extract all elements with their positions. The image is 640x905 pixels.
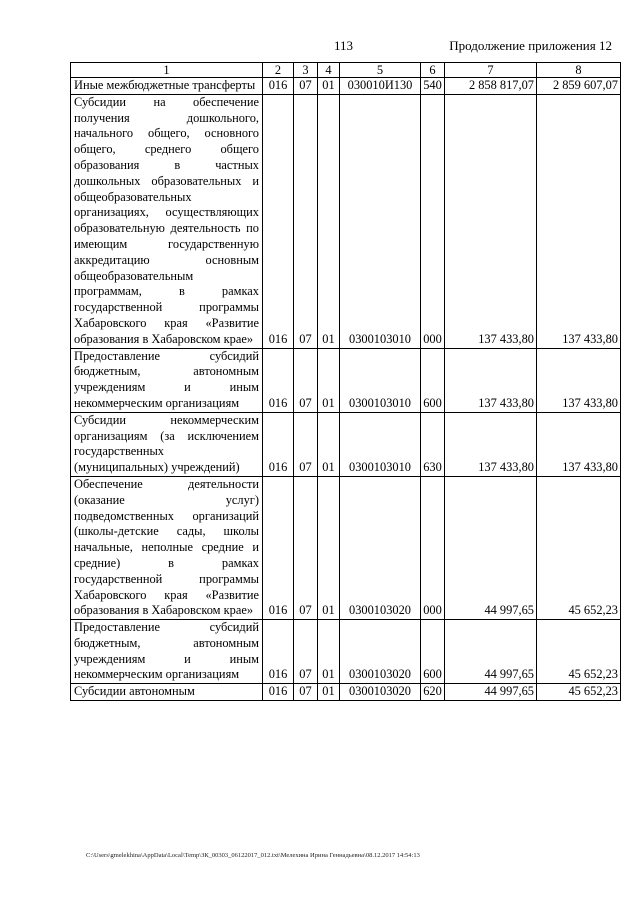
column-header: 1 xyxy=(71,63,263,78)
expense-type-code: 000 xyxy=(421,476,445,619)
amount-col8: 45 652,23 xyxy=(537,684,621,701)
file-path-footer: C:\Users\gmelekhina\AppData\Local\Temp\ЗК_00303_06122017_012.txt\Мелехина Ирина Геннадьевна\08.12.2017 14:54:13 xyxy=(86,852,420,859)
amount-col7: 137 433,80 xyxy=(445,412,537,476)
amount-col8: 137 433,80 xyxy=(537,94,621,348)
section-code: 07 xyxy=(294,476,318,619)
subsection-code: 01 xyxy=(318,684,340,701)
row-name: Иные межбюджетные трансферты xyxy=(71,78,263,95)
column-header: 2 xyxy=(263,63,294,78)
amount-col7: 137 433,80 xyxy=(445,348,537,412)
column-header: 7 xyxy=(445,63,537,78)
ministry-code: 016 xyxy=(263,620,294,684)
amount-col7: 137 433,80 xyxy=(445,94,537,348)
column-header: 5 xyxy=(340,63,421,78)
target-article-code: 0300103010 xyxy=(340,412,421,476)
ministry-code: 016 xyxy=(263,348,294,412)
expense-type-code: 000 xyxy=(421,94,445,348)
amount-col7: 44 997,65 xyxy=(445,620,537,684)
subsection-code: 01 xyxy=(318,620,340,684)
section-code: 07 xyxy=(294,684,318,701)
table-row xyxy=(71,684,621,701)
table-header-row xyxy=(71,63,621,78)
target-article-code: 0300103020 xyxy=(340,684,421,701)
section-code: 07 xyxy=(294,94,318,348)
column-header: 8 xyxy=(537,63,621,78)
budget-table xyxy=(70,62,621,701)
subsection-code: 01 xyxy=(318,94,340,348)
expense-type-code: 620 xyxy=(421,684,445,701)
amount-col8: 45 652,23 xyxy=(537,620,621,684)
row-name: Субсидии автономным xyxy=(71,684,263,701)
amount-col7: 44 997,65 xyxy=(445,476,537,619)
expense-type-code: 600 xyxy=(421,348,445,412)
amount-col8: 137 433,80 xyxy=(537,348,621,412)
ministry-code: 016 xyxy=(263,476,294,619)
table-row xyxy=(71,94,621,348)
amount-col8: 137 433,80 xyxy=(537,412,621,476)
target-article-code: 0300103010 xyxy=(340,348,421,412)
row-name: Предоставление субсидий бюджетным, автономным учреждениям и иным некоммерческим организациям xyxy=(71,348,263,412)
expense-type-code: 540 xyxy=(421,78,445,95)
amount-col7: 44 997,65 xyxy=(445,684,537,701)
ministry-code: 016 xyxy=(263,412,294,476)
page-header xyxy=(0,38,640,56)
table-row xyxy=(71,476,621,619)
amount-col8: 2 859 607,07 xyxy=(537,78,621,95)
section-code: 07 xyxy=(294,348,318,412)
section-code: 07 xyxy=(294,78,318,95)
target-article-code: 030010И130 xyxy=(340,78,421,95)
row-name: Обеспечение деятельности (оказание услуг) подведомственных организаций (школы-детские сады, школы начальные, неполные средние и средние) в рамках государственной программы Хабаровского края «Развитие образования в Хабаровском крае» xyxy=(71,476,263,619)
expense-type-code: 600 xyxy=(421,620,445,684)
section-code: 07 xyxy=(294,412,318,476)
column-header: 6 xyxy=(421,63,445,78)
row-name: Предоставление субсидий бюджетным, автономным учреждениям и иным некоммерческим организациям xyxy=(71,620,263,684)
target-article-code: 0300103010 xyxy=(340,94,421,348)
subsection-code: 01 xyxy=(318,348,340,412)
target-article-code: 0300103020 xyxy=(340,476,421,619)
ministry-code: 016 xyxy=(263,78,294,95)
ministry-code: 016 xyxy=(263,684,294,701)
table-row xyxy=(71,78,621,95)
amount-col7: 2 858 817,07 xyxy=(445,78,537,95)
table-row xyxy=(71,620,621,684)
section-code: 07 xyxy=(294,620,318,684)
subsection-code: 01 xyxy=(318,476,340,619)
subsection-code: 01 xyxy=(318,412,340,476)
expense-type-code: 630 xyxy=(421,412,445,476)
column-header: 3 xyxy=(294,63,318,78)
table-row xyxy=(71,348,621,412)
amount-col8: 45 652,23 xyxy=(537,476,621,619)
column-header: 4 xyxy=(318,63,340,78)
page-number: 113 xyxy=(334,38,354,53)
subsection-code: 01 xyxy=(318,78,340,95)
target-article-code: 0300103020 xyxy=(340,620,421,684)
table-row xyxy=(71,412,621,476)
row-name: Субсидии некоммерческим организациям (за исключением государственных (муниципальных) учреждений) xyxy=(71,412,263,476)
ministry-code: 016 xyxy=(263,94,294,348)
row-name: Субсидии на обеспечение получения дошкольного, начального общего, основного общего, среднего общего образования в частных дошкольных образовательных и общеобразовательных организациях, осуществляющих образовательную деятельность по имеющим государственную аккредитацию основным общеобразовательным программам, в рамках государственной программы Хабаровского края «Развитие образования в Хабаровском крае» xyxy=(71,94,263,348)
appendix-continuation-label: Продолжение приложения 12 xyxy=(449,38,612,53)
